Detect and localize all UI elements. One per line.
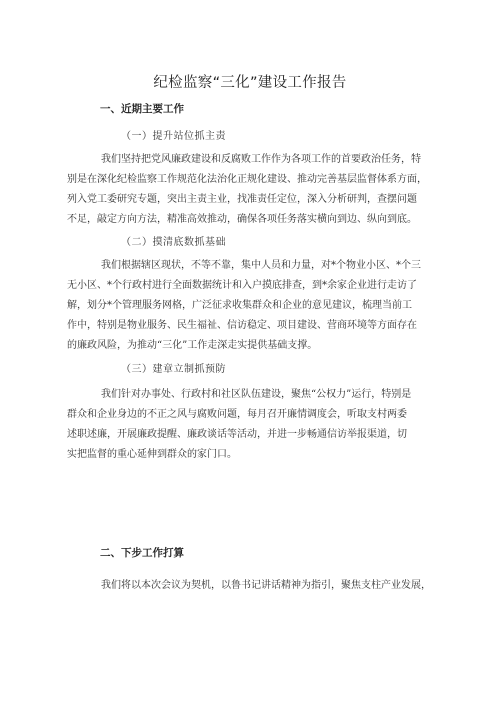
paragraph-line: 不足，敲定方向方法，精准高效推动，确保各项任务落实横向到边、纵向到底。 [67, 214, 417, 225]
section-heading-2: 二、下步工作打算 [100, 547, 184, 559]
paragraph-line: 别是在深化纪检监察工作规范化法治化正规化建设、推动完善基层监督体系方面， [67, 174, 427, 185]
paragraph-line: 作中，特别是物业服务、民生福祉、信访稳定、项目建设、营商环境等方面存在 [67, 320, 417, 331]
document-title: 纪检监察“三化”建设工作报告 [153, 75, 347, 91]
paragraph-line: 我们将以本次会议为契机，以鲁书记讲话精神为指引，聚焦支柱产业发展， [101, 580, 431, 591]
paragraph-line: 群众和企业身边的不正之风与腐败问题，每月召开廉情调度会，听取支村两委 [67, 409, 407, 420]
paragraph-line: 的廉政风险，为推动“三化”工作走深走实提供基础支撑。 [67, 340, 318, 351]
subsection-heading-2: （二）摸清底数抓基础 [121, 237, 226, 248]
paragraph-line: 我们针对办事处、行政村和社区队伍建设，聚焦“公权力”运行，特别是 [101, 389, 412, 400]
subsection-heading-1: （一）提升站位抓主责 [121, 131, 226, 142]
subsection-heading-3: （三）建章立制抓预防 [121, 364, 226, 375]
section-heading-1: 一、近期主要工作 [100, 103, 184, 115]
paragraph-line: 实把监督的重心延伸到群众的家门口。 [67, 449, 237, 460]
paragraph-3 [67, 385, 440, 465]
paragraph-line: 述职述廉，开展廉政提醒、廉政谈话等活动，并进一步畅通信访举报渠道，切 [67, 429, 407, 440]
paragraph-line: 解，划分*个管理服务网格，广泛征求收集群众和企业的意见建议，梳理当前工 [67, 300, 412, 311]
paragraph-2 [67, 256, 440, 356]
paragraph-line: 我们坚持把党风廉政建设和反腐败工作作为各项工作的首要政治任务，特 [101, 154, 421, 165]
paragraph-1 [67, 150, 440, 230]
paragraph-line: 我们根据辖区现状，不等不靠，集中人员和力量，对*个物业小区、*个三 [101, 260, 421, 271]
paragraph-line: 无小区、*个行政村进行全面数据统计和入户摸底排查，到*余家企业进行走访了 [67, 280, 417, 291]
paragraph-line: 列入党工委研究专题，突出主责主业，找准责任定位，深入分析研判，查摆问题 [67, 194, 417, 205]
paragraph-4 [70, 576, 440, 596]
